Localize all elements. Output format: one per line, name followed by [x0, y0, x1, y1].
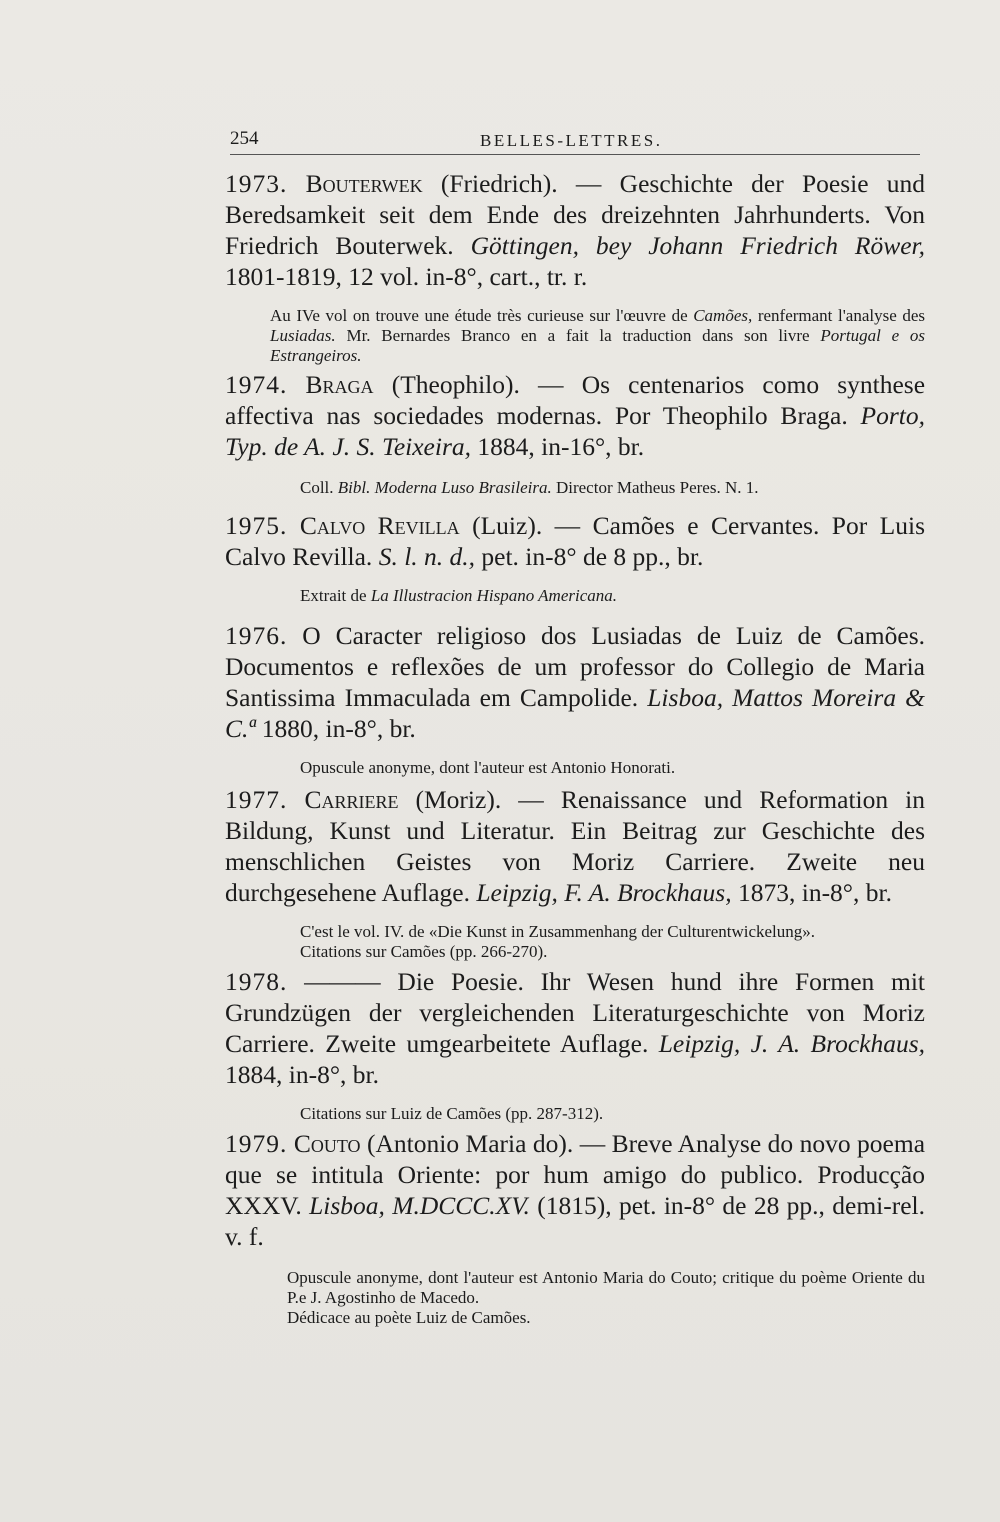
entry-title: Renaissance und Reformation in Bildung, Kunst und Literatur. Ein Beitrag zur Geschichte des menschlichen Geistes von Moriz Carriere. Zweite neu durchgesehene Auflage. [225, 785, 926, 907]
entry-title: Die Poesie. Ihr Wesen hund ihre Formen mit Grundzügen der vergleichenden Literaturgeschichte von Moriz Carriere. Zweite umgearbeitete Auflage. [225, 967, 926, 1058]
entry-author: Braga [305, 370, 374, 399]
entry-main-text: 1979. Couto (Antonio Maria do). — Breve Analyse do novo poema que se intitula Oriente: por hum amigo do publico. Producção XXXV. Lisboa, M.DCCC.XV. (1815), pet. in-8° de 28 pp., demi-rel. v. f. [225, 1129, 926, 1251]
page-number: 254 [230, 128, 259, 149]
entry-note [225, 758, 925, 778]
entry-1973 [225, 168, 925, 366]
entry-number: 1975. [225, 511, 288, 540]
entry-main-text: 1974. Braga (Theophilo). — Os centenarios como synthese affectiva nas sociedades modernas. Por Theophilo Braga. Porto, Typ. de A. J. S. Teixeira, 1884, in-16°, br. [225, 370, 926, 461]
note-text: Au IVe vol on trouve une étude très curieuse sur l'œuvre de [270, 306, 688, 325]
entry-author-rest: (Moriz). [415, 785, 502, 814]
entry-author: Bouterwek [305, 169, 423, 198]
entry-main-text: 1977. Carriere (Moriz). — Renaissance und Reformation in Bildung, Kunst und Literatur. Ein Beitrag zur Geschichte des menschlichen Geistes von Moriz Carriere. Zweite neu durchgesehene Auflage. Leipzig, F. A. Brockhaus, 1873, in-8°, br. [225, 785, 926, 907]
entry-imprint: S. l. n. d., [378, 542, 476, 571]
entry-title: Geschichte der Poesie und Beredsamkeit seit dem Ende des dreizehnten Jahrhunderts. Von Friedrich Bouterwek. [225, 169, 926, 260]
entry-1977 [225, 784, 925, 962]
entry-author-rest: (Theophilo). [391, 370, 520, 399]
entry-imprint: Göttingen, bey Johann Friedrich Röwer, [470, 231, 926, 260]
note-text: Opuscule anonyme, dont l'auteur est Antonio Maria do Couto; critique du poème Oriente du P.e J. Agostinho de Macedo. [287, 1268, 925, 1307]
entry-author: Calvo Revilla [299, 511, 460, 540]
entry-title: O Caracter religioso dos Lusiadas de Luiz de Camões. Documentos e reflexões de um professor do Collegio de Maria Santissima Immaculada em Campolide. [225, 621, 925, 712]
entry-details: pet. in-8° de 8 pp., br. [481, 542, 704, 571]
entry-1978 [225, 966, 925, 1124]
entry-title: Breve Analyse do novo poema que se intitula Oriente: por hum amigo do publico. Producção XXXV. [225, 1129, 926, 1220]
note-text: renfermant l'analyse des [757, 306, 926, 325]
note-italic: Lusiadas. [270, 326, 336, 345]
note-text: Citations sur Luiz de Camões (pp. 287-312). [300, 1104, 604, 1123]
entry-1974 [225, 369, 925, 498]
running-title: BELLES-LETTRES. [480, 131, 663, 150]
entry-details: (1815), pet. in-8° de 28 pp., demi-rel. v. f. [225, 1191, 926, 1251]
entry-number: 1977. [225, 785, 288, 814]
entry-main-text [225, 620, 925, 744]
entry-note [225, 1268, 925, 1328]
entry-details: 1880, in-8°, br. [261, 714, 416, 743]
entry-note [225, 306, 925, 366]
entry-imprint: Leipzig, F. A. Brockhaus, [476, 878, 732, 907]
note-text: Extrait de [300, 586, 367, 605]
entry-1975 [225, 510, 925, 606]
note-text: Citations sur Camões (pp. 266-270). [300, 942, 548, 961]
note-italic: Portugal e os Estrangeiros. [270, 326, 926, 365]
entry-imprint: Lisboa, Mattos Moreira & C.ª [225, 683, 926, 743]
note-text: Dédicace au poète Luiz de Camões. [287, 1308, 531, 1327]
entry-note [225, 478, 925, 498]
note-italic: Bibl. Moderna Luso Brasileira. [337, 478, 552, 497]
page-header [230, 128, 920, 155]
entry-note [225, 586, 925, 606]
entry-main-text [225, 966, 925, 1090]
entry-details: 1801-1819, 12 vol. in-8°, cart., tr. r. [225, 262, 588, 291]
entry-number: 1979. [225, 1129, 288, 1158]
entry-note [225, 922, 925, 962]
entry-details: 1884, in-16°, br. [477, 432, 645, 461]
entry-details: 1884, in-8°, br. [225, 1060, 379, 1089]
entry-author-rest: (Friedrich). [440, 169, 558, 198]
entry-title: Os centenarios como synthese affectiva nas sociedades modernas. Por Theophilo Braga. [225, 370, 926, 430]
entry-author: Couto [293, 1129, 361, 1158]
entry-1976 [225, 620, 925, 778]
entry-imprint: Porto, Typ. de A. J. S. Teixeira, [225, 401, 926, 461]
entry-number: 1978. [225, 967, 288, 996]
entry-note [225, 1104, 925, 1124]
entry-author-rest: (Luiz). [472, 511, 543, 540]
entry-author: Carriere [304, 785, 399, 814]
note-text: Mr. Bernardes Branco en a fait la traduction dans son livre [346, 326, 810, 345]
note-italic: La Illustracion Hispano Americana. [370, 586, 617, 605]
ditto-dash: ——— [304, 967, 381, 996]
entry-imprint: Leipzig, J. A. Brockhaus, [658, 1029, 926, 1058]
entry-main-text: 1973. Bouterwek (Friedrich). — Geschichte der Poesie und Beredsamkeit seit dem Ende des dreizehnten Jahrhunderts. Von Friedrich Bouterwek. Göttingen, bey Johann Friedrich Röwer, 1801-1819, 12 vol. in-8°, cart., tr. r. [225, 169, 926, 291]
note-italic: Camões, [693, 306, 753, 325]
entry-1979 [225, 1128, 925, 1328]
entry-imprint: Lisboa, M.DCCC.XV. [309, 1191, 530, 1220]
entry-author-rest: (Antonio Maria do). [367, 1129, 574, 1158]
note-text: Director Matheus Peres. N. 1. [555, 478, 759, 497]
note-text: Coll. [300, 478, 334, 497]
entry-number: 1973. [225, 169, 288, 198]
entry-details: 1873, in-8°, br. [737, 878, 892, 907]
note-text: C'est le vol. IV. de «Die Kunst in Zusammenhang der Culturentwickelung». [300, 922, 816, 941]
entry-number: 1976. [225, 621, 288, 650]
note-text: Opuscule anonyme, dont l'auteur est Antonio Honorati. [300, 758, 676, 777]
entry-main-text: 1975. Calvo Revilla (Luiz). — Camões e Cervantes. Por Luis Calvo Revilla. S. l. n. d., pet. in-8° de 8 pp., br. [225, 511, 926, 571]
entry-number: 1974. [225, 370, 288, 399]
entry-title: Camões e Cervantes. Por Luis Calvo Revilla. [225, 511, 926, 571]
